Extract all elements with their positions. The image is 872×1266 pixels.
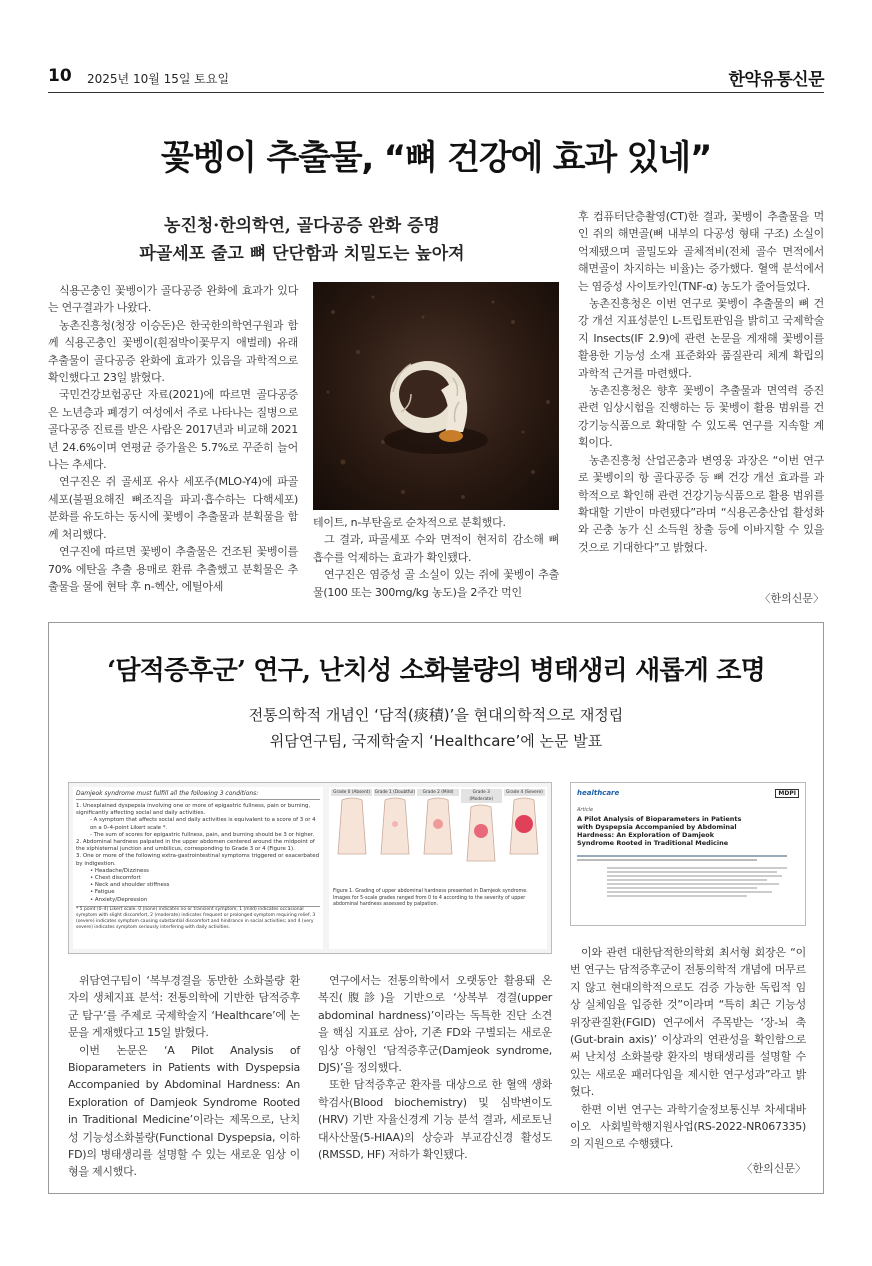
publisher-logo: MDPI <box>775 789 799 798</box>
article1-credit: 〈한의신문〉 <box>759 592 824 605</box>
journal-name: healthcare <box>577 789 620 797</box>
criteria-item: - A symptom that affects social and daily activities is equivalent to a score of 3 or 4 on a 0–4-point Likert scale *. <box>90 817 316 831</box>
article1-headline: 꽃벵이 추출물, “뼈 건강에 효과 있네” <box>160 138 712 178</box>
article2-column-2 <box>318 972 552 1163</box>
grade-label: Grade 0 (Absent) <box>331 789 372 796</box>
grade-label: Grade 3 (Moderate) <box>461 789 502 803</box>
torso-diagram <box>375 796 415 858</box>
paragraph: 한편 이번 연구는 과학기술정보통신부 차세대바이오 사회빌학행지원사업(RS-2022-NR067335)의 지원으로 수행됐다. <box>570 1102 806 1151</box>
article2-subheadline-line1: 전통의학적 개념인 ‘담적(痰積)’을 현대의학적으로 재정립 <box>248 706 624 724</box>
paper-title: A Pilot Analysis of Bioparameters in Patients with Dyspepsia Accompanied by Abdominal Hardness: An Exploration of Damjeok Syndrome Rooted in Traditional Medicine <box>577 815 742 847</box>
page-number: 10 <box>48 66 72 86</box>
article2-headline: ‘담적증후군’ 연구, 난치성 소화불량의 병태생리 새롭게 조명 <box>107 656 765 686</box>
article2-column-3 <box>570 944 806 1153</box>
article1-subheadline-line1: 농진청·한의학연, 골다공증 완화 증명 <box>164 216 440 236</box>
torso-diagram <box>418 796 458 858</box>
article1-column-2 <box>313 514 559 601</box>
paragraph: 그 결과, 파골세포 수와 면적이 현저히 감소해 뼈 흡수를 억제하는 효과가 확인됐다. <box>313 533 559 564</box>
criteria-item: • Anxiety/Depression <box>90 896 148 903</box>
grade-label: Grade 1 (Doubtful) <box>374 790 416 795</box>
paragraph: 또한 담적증후군 환자를 대상으로 한 혈액 생화학검사(Blood biochemistry) 및 심박변이도(HRV) 기반 자율신경계 기능 분석 결과, 세로토닌 대사산물(5-HIAA)의 상승과 부교감신경 활성도(RMSSD, HF) 저하가 확인됐다. <box>318 1078 552 1162</box>
paragraph: 연구진에 따르면 꽃벵이 추출물은 건조된 꽃벵이를 70% 에탄올 추출 용매로 환류 추출했고 분획물은 추출물을 물에 현탁 후 n-헥산, 에틸아세 <box>48 545 298 593</box>
paper-figure-criteria <box>68 782 552 954</box>
criteria-item: • Neck and shoulder stiffness <box>90 882 170 889</box>
grub-illustration <box>313 282 559 510</box>
criteria-item: 3. One or more of the following extra-gastrointestinal symptoms triggered or exacerbated by indigestion. <box>76 853 320 867</box>
article1-column-3 <box>578 208 824 556</box>
article1-subheadline <box>48 212 556 268</box>
criteria-item: 1. Unexplained dyspepsia involving one or more of epigastric fullness, pain or burning, significantly affecting social and daily activities. <box>76 803 311 817</box>
criteria-item: • Headache/Dizziness <box>90 867 149 874</box>
grub-photo <box>313 282 559 510</box>
article-type: Article <box>577 807 594 813</box>
paragraph: 농촌진흥청(청장 이승돈)은 한국한의학연구원과 함께 식용곤충인 꽃벵이(흰점박이꽃무지 애벌레) 유래 추출물이 골다공증 완화에 효과가 있음을 과학적으로 확인했다고 23일 밝혔다. <box>48 318 298 385</box>
grading-caption: Figure 1. Grading of upper abdominal hardness presented in Damjeok syndrome. Images for 5-scale grades ranged from 0 to 4 according to the severity of upper abdominal hardness assessed by palpation. <box>333 889 528 908</box>
criteria-footnote: * 5 point (0–4) Likert scale. 0 (none) indicates no or transient symptom, 1 (mild) indicates occasional symptom with slight discomfort, 2 (moderate) indicates frequent or prolonged symptom requiring relief, 3 (severe) indicates symptom causing substantial discomfort and hindrance in social activities; and 4 (very severe) indicates symptom seriously interfering with daily activities. <box>76 906 320 931</box>
paragraph: 후 컴퓨터단층촬영(CT)한 결과, 꽃벵이 추출물을 먹인 쥐의 해면골(뼈 내부의 다공성 형태 구조) 소실이 억제됐으며 골밀도와 골체적비(전체 골수 면적에서 해면골이 차지하는 비율)는 증가했다. 혈액 분석에서는 염증성 사이토카인(TNF-α) 농도가 줄어들었다. <box>578 210 824 293</box>
newspaper-name: 한약유통신문 <box>728 70 824 90</box>
torso-diagram <box>332 796 372 858</box>
paper-first-page <box>570 782 806 926</box>
criteria-item: 2. Abdominal hardness palpated in the upper abdomen centered around the midpoint of the xiphisternal junction and umbilicus, corresponding to Grade 3 or 4 (Figure 1). <box>76 839 315 853</box>
grading-figure <box>329 787 547 949</box>
paragraph: 이번 논문은 ‘A Pilot Analysis of Bioparameters in Patients with Dyspepsia Accompanied by Abdominal Hardness: An Exploration of Damjeok Syndrome Rooted in Traditional Medicine’이라는 제목으로, 난치성 기능성소화불량(Functional Dyspepsia, 이하 FD)의 병태생리를 설명할 수 있는 새로운 임상 이형을 제시했다. <box>68 1043 300 1179</box>
criteria-item: - The sum of scores for epigastric fullness, pain, and burning should be 3 or higher. <box>90 831 315 838</box>
paragraph: 식용곤충인 꽃벵이가 골다공증 완화에 효과가 있다는 연구결과가 나왔다. <box>48 284 298 315</box>
grading-panels <box>329 787 547 871</box>
paragraph: 연구진은 쥐 골세포 유사 세포주(MLO-Y4)에 파골세포(불필요해진 뼈조직을 파괴·흡수하는 다핵세포) 분화를 유도하는 동시에 꽃벵이 추출물과 분획물을 함께 처리했다. <box>48 475 298 541</box>
grade-panel <box>417 789 458 869</box>
paragraph: 연구에서는 전통의학에서 오랫동안 활용돼 온 복진(腹診)을 기반으로 ‘상복부 경결(upper abdominal hardness)’이라는 독특한 진단 소견을 핵심 지표로 삼아, 기존 FD와 구별되는 새로운 임상 아형인 ‘담적증후군(Damjeok syndrome, DJS)’을 정의했다. <box>318 974 552 1075</box>
paragraph: 국민건강보험공단 자료(2021)에 따르면 골다공증은 노년층과 폐경기 여성에서 주로 나타나는 질병으로 골다공증 진료를 받은 사람은 2017년과 비교해 2021년 24.6%이며 연평균 증가율은 5.7%로 꾸준히 늘어나는 추세다. <box>48 388 298 472</box>
paragraph: 농촌진흥청 산업곤충과 변영웅 과장은 “이번 연구로 꽃벵이의 항 골다공증 등 뼈 건강 개선 효과를 과학적으로 확인해 관련 건강기능식품으로 활용 범위를 확대할 기반이 마련됐다”라며 “식용곤충산업 활성화와 곤충 농가 신 소득원 창출 등에 이바지할 수 있을 것으로 기대한다”고 밝혔다. <box>578 453 824 554</box>
article1-column-1 <box>48 282 298 595</box>
criteria-intro: Damjeok syndrome must fulfill all the following 3 conditions: <box>76 790 320 800</box>
issue-date: 2025년 10월 15일 토요일 <box>87 72 230 86</box>
paragraph: 테이트, n-부탄올로 순차적으로 분획했다. <box>313 516 506 529</box>
article2-subheadline <box>48 702 824 754</box>
paragraph: 연구진은 염증성 골 소실이 있는 쥐에 꽃벵이 추출물(100 또는 300mg/kg 농도)을 2주간 먹인 <box>313 568 559 599</box>
torso-diagram <box>461 803 501 865</box>
paragraph: 위담연구팀이 ‘복부경결을 동반한 소화불량 환자의 생체지표 분석: 전통의학에 기반한 담적증후군 탐구’를 주제로 국제학술지 ‘Healthcare’에 논문을 게재했다고 15일 밝혔다. <box>68 974 300 1040</box>
article2-column-1 <box>68 972 300 1181</box>
paragraph: 농촌진흥청은 향후 꽃벵이 추출물과 면역력 증진 관련 임상시험을 진행하는 등 꽃벵이 활용 범위를 건강기능식품으로 확대할 수 있도록 연구를 지속할 계획이다. <box>578 384 824 450</box>
criteria-item: • Fatigue <box>90 889 115 896</box>
torso-diagram <box>504 796 544 858</box>
grade-panel <box>331 789 372 869</box>
grade-label: Grade 2 (Mild) <box>417 789 458 796</box>
article2-subheadline-line2: 위담연구팀, 국제학술지 ‘Healthcare’에 논문 발표 <box>269 732 603 750</box>
grade-panel <box>374 789 415 869</box>
criteria-table <box>73 787 323 949</box>
criteria-item: • Chest discomfort <box>90 875 141 882</box>
article2-credit: 〈한의신문〉 <box>741 1162 806 1175</box>
author-block <box>577 853 799 899</box>
paragraph: 농촌진흥청은 이번 연구로 꽃벵이 추출물의 뼈 건강 개선 지표성분인 L-트립토판임을 밝히고 국제학술지 Insects(IF 2.9)에 관련 논문을 게재해 꽃벵이를 활용한 기능성 소재 표준화와 품질관리 체계 확립의 과학적 근거를 마련했다. <box>578 297 824 380</box>
header-rule <box>48 92 824 93</box>
grade-panel <box>461 789 502 869</box>
paragraph: 이와 관련 대한담적한의학회 최서형 회장은 “이번 연구는 담적증후군이 전통의학적 개념에 머무르지 않고 현대의학적으로도 검증 가능한 독립적 임상 실체임을 입증한 것”이라며 “특히 최근 기능성위장관질환(FGID) 연구에서 주목받는 ‘장-뇌 축(Gut-brain axis)’ 이상과의 연관성을 확인함으로써 난치성 소화불량 환자의 병태생리를 설명할 수 있는 새로운 패러다임을 제시한 연구성과”라고 밝혔다. <box>570 946 806 1099</box>
grade-label: Grade 4 (Severe) <box>504 789 545 796</box>
grade-panel <box>504 789 545 869</box>
article1-subheadline-line2: 파골세포 줄고 뼈 단단함과 치밀도는 높아져 <box>139 244 465 264</box>
